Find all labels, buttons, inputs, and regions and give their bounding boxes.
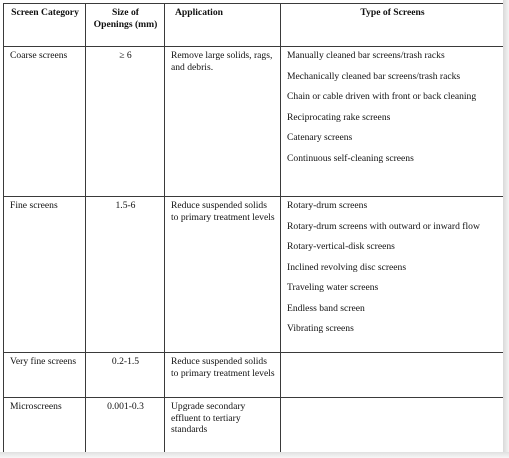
page-shadow-right bbox=[503, 0, 509, 458]
cell-types bbox=[281, 47, 504, 197]
cell-category: Very fine screens bbox=[4, 353, 86, 398]
list-item: Chain or cable driven with front or back cleaning bbox=[287, 91, 477, 102]
types-list bbox=[287, 50, 498, 164]
header-size-of-openings: Size of Openings (mm) bbox=[86, 4, 165, 47]
list-item: Inclined revolving disc screens bbox=[287, 261, 407, 273]
cell-application: Reduce suspended solids to primary treatment levels bbox=[165, 197, 281, 353]
table-row bbox=[4, 47, 504, 197]
table-row bbox=[4, 398, 504, 453]
list-item: Catenary screens bbox=[287, 132, 353, 143]
list-item: Rotary-drum screens bbox=[287, 200, 368, 211]
cell-application: Remove large solids, rags, and debris. bbox=[165, 47, 281, 197]
list-item: Continuous self-cleaning screens bbox=[287, 152, 414, 164]
cell-types bbox=[281, 398, 504, 453]
cell-category: Fine screens bbox=[4, 197, 86, 353]
list-item: Endless band screen bbox=[287, 302, 365, 314]
cell-types bbox=[281, 353, 504, 398]
cell-category: Microscreens bbox=[4, 398, 86, 453]
list-item: Rotary-drum screens with outward or inward flow bbox=[287, 220, 480, 232]
table-row bbox=[4, 353, 504, 398]
header-type-of-screens: Type of Screens bbox=[281, 4, 504, 47]
list-item: Vibrating screens bbox=[287, 323, 354, 334]
cell-size: ≥ 6 bbox=[86, 47, 165, 197]
cell-application: Reduce suspended solids to primary treatment levels bbox=[165, 353, 281, 398]
cell-application: Upgrade secondary effluent to tertiary standards bbox=[165, 398, 281, 453]
cell-size: 0.001-0.3 bbox=[86, 398, 165, 453]
types-list bbox=[287, 200, 498, 335]
cell-size: 1.5-6 bbox=[86, 197, 165, 353]
list-item: Mechanically cleaned bar screens/trash racks bbox=[287, 70, 461, 82]
list-item: Manually cleaned bar screens/trash racks bbox=[287, 50, 445, 61]
cell-types bbox=[281, 197, 504, 353]
page-shadow-bottom bbox=[0, 452, 509, 458]
cell-size: 0.2-1.5 bbox=[86, 353, 165, 398]
screens-table bbox=[3, 3, 504, 453]
cell-category: Coarse screens bbox=[4, 47, 86, 197]
header-screen-category: Screen Category bbox=[4, 4, 86, 47]
header-row bbox=[4, 4, 504, 47]
list-item: Reciprocating rake screens bbox=[287, 111, 391, 123]
header-application: Application bbox=[165, 4, 281, 47]
list-item: Rotary-vertical-disk screens bbox=[287, 241, 395, 252]
table-row bbox=[4, 197, 504, 353]
list-item: Traveling water screens bbox=[287, 282, 379, 293]
